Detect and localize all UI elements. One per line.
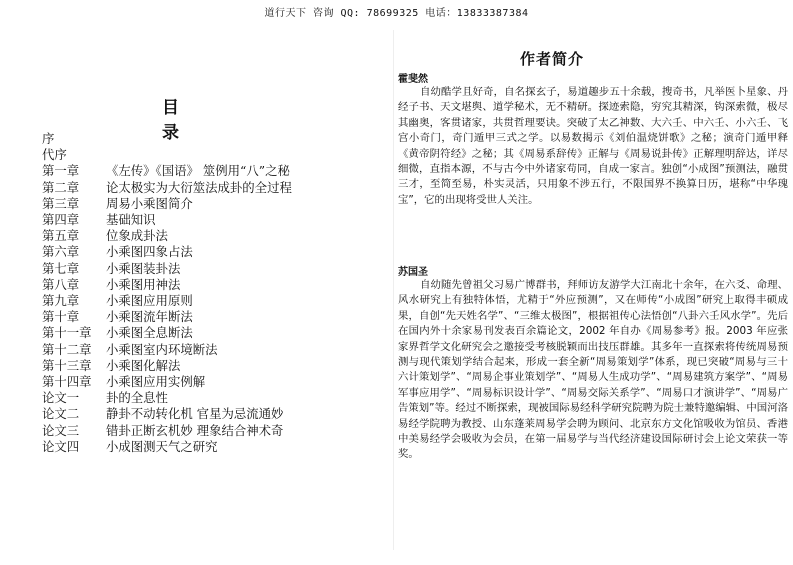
toc-item-label: 论文四 [42,438,80,454]
toc-item-label: 第十章 [42,309,80,325]
page-gutter [393,30,394,550]
toc-item-label: 代序 [42,147,67,163]
toc-item-label: 第四章 [42,212,80,228]
toc-item[interactable] [42,228,292,244]
toc-item[interactable] [42,180,292,196]
toc-item[interactable] [42,342,292,358]
toc-item-label: 第二章 [42,179,80,195]
toc-item-label: 论文三 [42,422,80,438]
toc-item-title: 小乘图装卦法 [106,260,181,276]
toc-item-label: 第六章 [42,244,80,260]
toc-item-title: 小乘图四象占法 [106,244,193,260]
toc-item-title: 小乘图全息断法 [106,325,193,341]
toc-item-label: 论文一 [42,390,80,406]
toc-item-title: 小乘图室内环境断法 [106,341,218,357]
toc-item[interactable] [42,309,292,325]
toc-item-title: 错卦正断玄机妙 理象结合神术奇 [106,422,284,438]
author-name: 霍斐然 [398,74,428,85]
toc-item[interactable] [42,390,292,406]
toc-item[interactable] [42,358,292,374]
author-bio: 自幼酷学且好奇，自名探玄子，易道趣步五十余载，搜奇书，凡举医卜星象、丹经子书、天文堪舆、道学秘术，无不精研。探迹索隐，穷究其精深，钩深索微，极尽其幽奥，客贯诸家，共贯哲理要诀。突破了太乙神数、大六壬、中六壬、小六壬、飞宫小奇门，奇门遁甲三式之学。以易数揭示《刘伯温烧饼歌》之秘；演奇门遁甲释《黄帝阴符经》之秘；其《周易系辞传》正解与《周易说卦传》正解理明辞达，详尽细微，直指本源，不与古今中外诸家苟同，自成一家言。独创“小成图”预测法，融贯三才，至简至易，朴实灵活，只用象不涉五行，不限国界不换算日历，堪称“中华瑰宝”，它的出现将受世人关注。 [398,86,788,206]
toc-list [42,131,292,455]
toc-item[interactable] [42,406,292,422]
author-page [398,0,793,565]
toc-item-label: 论文二 [42,406,80,422]
toc-page [0,0,390,565]
toc-item-title: 周易小乘图简介 [106,195,193,211]
toc-item-label: 第三章 [42,195,80,211]
toc-item-title: 卦的全息性 [106,390,168,406]
author-section-title: 作者简介 [520,50,585,68]
toc-item-title: 小乘图应用实例解 [106,374,206,390]
toc-item-title: 基础知识 [106,212,156,228]
toc-item-title: 小成图测天气之研究 [106,438,218,454]
toc-item[interactable] [42,131,292,147]
toc-item-label: 第十四章 [42,374,92,390]
toc-item-label: 序 [42,131,55,146]
toc-item-label: 第一章 [42,163,80,179]
toc-item-label: 第五章 [42,228,80,244]
toc-item-title: 小乘图用神法 [106,276,181,292]
toc-item-label: 第十一章 [42,325,92,341]
toc-item-label: 第七章 [42,260,80,276]
toc-title: 目 录 [162,98,215,143]
toc-item-title: 论太极实为大衍筮法成卦的全过程 [106,179,292,195]
toc-item-title: 位象成卦法 [106,228,168,244]
toc-item[interactable] [42,277,292,293]
toc-item-label: 第十二章 [42,341,92,357]
toc-item-title: 静卦不动转化机 官星为忌流通妙 [106,406,284,422]
toc-item-title: 《左传》《国语》 筮例用“八”之秘 [106,163,290,179]
toc-item[interactable] [42,439,292,455]
toc-item-label: 第九章 [42,293,80,309]
page-header-contact: 道行天下 咨询 QQ: 78699325 电话：13833387384 [264,8,529,19]
toc-item-title: 小乘图化解法 [106,357,181,373]
toc-item[interactable] [42,374,292,390]
toc-item[interactable] [42,147,292,163]
toc-item[interactable] [42,212,292,228]
toc-item[interactable] [42,196,292,212]
toc-item[interactable] [42,423,292,439]
toc-item[interactable] [42,163,292,179]
toc-item-title: 小乘图流年断法 [106,309,193,325]
toc-item-label: 第八章 [42,276,80,292]
author-bio: 自幼随先曾祖父习易广博群书，拜师访友游学大江南北十余年，在六爻、命理、风水研究上有独特体悟，尤精于“外应预测”，又在师传“小成图”研究上取得丰硕成果，自创“先天姓名学”、“三维太极图”，根据祖传心法悟创“八卦六壬风水学”。先后在国内外十余家易刊发表百余篇论文，2002 年自办《周易参考》报。2003 年应张家界哲学文化研究会之邀接受考核脱颖而出技压群雄。其多年一直探索将传统周易预测与现代策划学结合起来，形成一套全新“周易策划学”体系，现已突破“周易与三十六计策划学”、“周易企事业策划学”、“周易人生成功学”、“周易建筑方案学”、“周易军事应用学”、“周易标识设计学”、“周易交际关系学”、“周易口才演讲学”、“周易广告策划”等。经过不断探索，现被国际易经科学研究院聘为院士兼特邀编辑、中国河洛易经学院聘为教授、山东蓬莱周易学会聘为顾问、北京东方文化馆吸收为馆员、香港中美易经学会吸收为会员，在第一届易学与当代经济建设国际研讨会上论文荣获一等奖。 [398,279,788,461]
toc-item[interactable] [42,325,292,341]
toc-item[interactable] [42,293,292,309]
toc-item-title: 小乘图应用原则 [106,293,193,309]
toc-item[interactable] [42,244,292,260]
author-name: 苏国圣 [398,267,428,278]
toc-item-label: 第十三章 [42,357,92,373]
toc-item[interactable] [42,261,292,277]
